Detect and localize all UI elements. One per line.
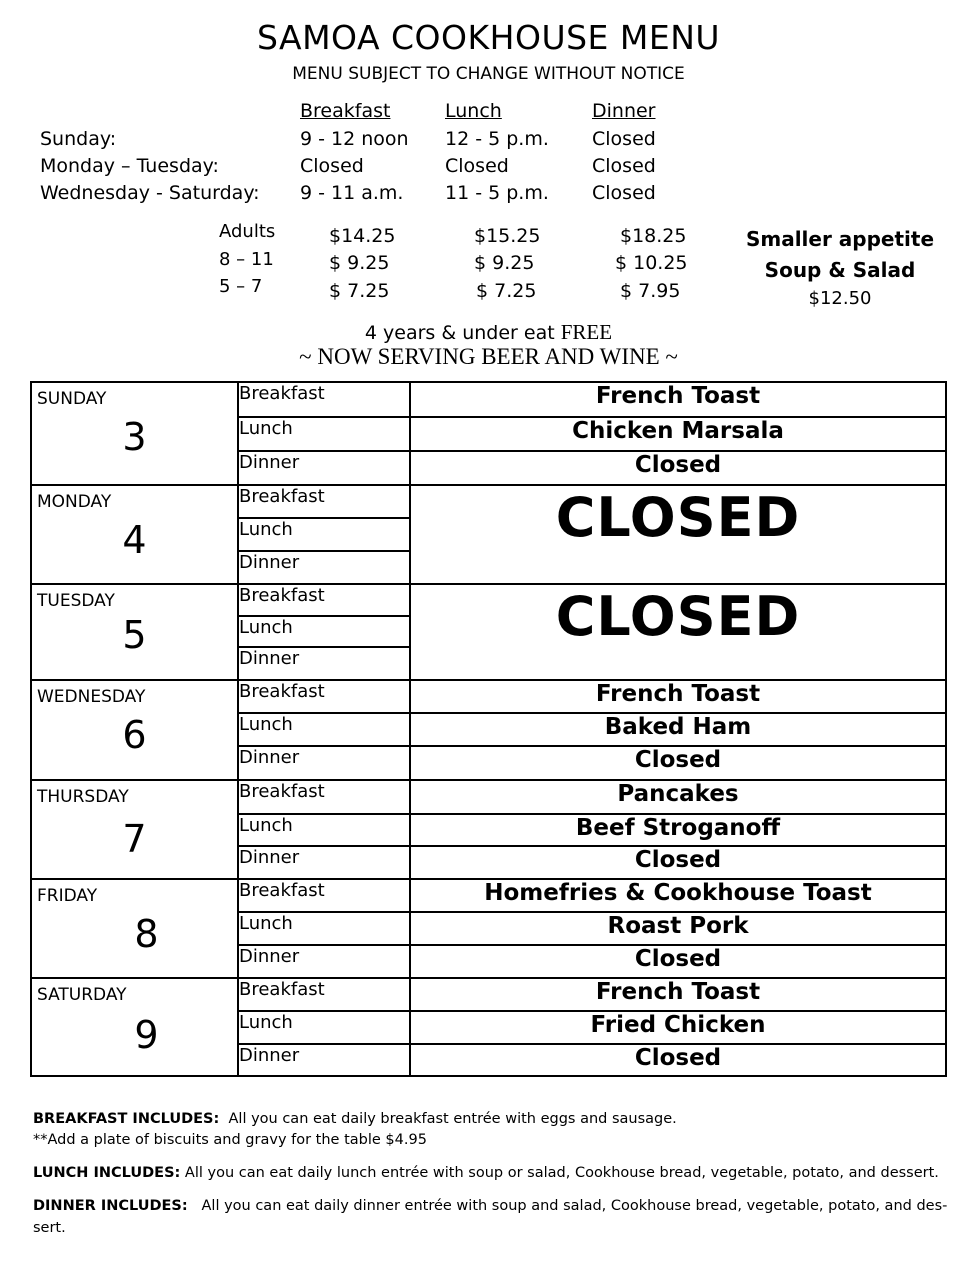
breakfast-includes-text: All you can eat daily breakfast entrée with eggs and sausage. <box>228 1111 677 1127</box>
age-group-label: 8 – 11 <box>219 249 274 270</box>
age-group-label: Adults <box>219 221 276 242</box>
meal-label: Dinner <box>238 551 410 584</box>
meal-label: Dinner <box>238 846 410 879</box>
meal-label: Breakfast <box>238 978 410 1011</box>
meal-label: Lunch <box>238 912 410 945</box>
hours-value: 11 - 5 p.m. <box>445 182 549 204</box>
closed-day-banner: CLOSED <box>410 485 946 584</box>
meal-label: Dinner <box>238 1044 410 1076</box>
meal-label: Lunch <box>238 1011 410 1044</box>
dish-cell: Closed <box>410 846 946 879</box>
day-cell <box>31 382 238 485</box>
hours-row-label: Monday – Tuesday: <box>40 155 219 177</box>
day-name: TUESDAY <box>37 591 115 612</box>
meal-label: Dinner <box>238 451 410 485</box>
meal-label: Breakfast <box>238 780 410 814</box>
meal-label: Breakfast <box>238 485 410 518</box>
table-row <box>31 879 946 912</box>
hours-row-label: Sunday: <box>40 128 117 150</box>
hours-value: Closed <box>592 182 656 204</box>
day-cell <box>31 780 238 879</box>
hours-value: 9 - 11 a.m. <box>300 182 404 204</box>
meal-label: Dinner <box>238 945 410 978</box>
lunch-includes-text: All you can eat daily lunch entrée with soup or salad, Cookhouse bread, vegetable, potato, and dessert. <box>184 1165 939 1181</box>
day-cell <box>31 680 238 779</box>
soup-salad-label: Soup & Salad <box>764 258 916 282</box>
dish-cell: Homefries & Cookhouse Toast <box>410 879 946 912</box>
dish-cell: Closed <box>410 1044 946 1076</box>
hours-value: 12 - 5 p.m. <box>445 128 549 150</box>
hours-col-lunch: Lunch <box>445 100 502 122</box>
price-value: $ 7.95 <box>620 280 681 302</box>
dish-cell: Chicken Marsala <box>410 417 946 451</box>
table-row <box>31 382 946 417</box>
day-name: THURSDAY <box>37 786 129 807</box>
day-name: WEDNESDAY <box>37 687 146 708</box>
meal-label: Breakfast <box>238 584 410 616</box>
meal-label: Lunch <box>238 814 410 846</box>
day-name: SATURDAY <box>37 984 127 1005</box>
dish-cell: Baked Ham <box>410 713 946 746</box>
table-row <box>31 978 946 1011</box>
hours-col-breakfast: Breakfast <box>300 100 391 122</box>
hours-value: Closed <box>592 155 656 177</box>
dish-cell: Beef Stroganoff <box>410 814 946 846</box>
meal-label: Breakfast <box>238 879 410 912</box>
dinner-includes-text-continued: sert. <box>33 1220 66 1236</box>
weekly-menu-table <box>30 381 947 1077</box>
day-number: 9 <box>134 1012 159 1057</box>
breakfast-includes-note <box>33 1111 677 1127</box>
price-value: $18.25 <box>620 225 687 247</box>
dinner-includes-note <box>33 1198 947 1214</box>
meal-label: Lunch <box>238 713 410 746</box>
meal-label: Dinner <box>238 746 410 779</box>
dish-cell: Closed <box>410 746 946 779</box>
soup-salad-price: $12.50 <box>808 288 872 309</box>
hours-value: Closed <box>592 128 656 150</box>
breakfast-includes-label: BREAKFAST INCLUDES: <box>33 1111 220 1127</box>
meal-label: Lunch <box>238 616 410 647</box>
day-cell <box>31 879 238 978</box>
day-cell <box>31 978 238 1076</box>
kids-free-prefix: 4 years & under eat <box>364 322 561 344</box>
page-subtitle: MENU SUBJECT TO CHANGE WITHOUT NOTICE <box>292 64 685 84</box>
price-value: $ 9.25 <box>329 252 390 274</box>
price-value: $15.25 <box>474 225 541 247</box>
beer-wine-note: ~ NOW SERVING BEER AND WINE ~ <box>299 344 678 369</box>
meal-label: Dinner <box>238 647 410 680</box>
dinner-includes-text: All you can eat daily dinner entrée with soup and salad, Cookhouse bread, vegetable, potato, and des- <box>201 1198 948 1214</box>
hours-value: Closed <box>300 155 364 177</box>
day-cell <box>31 584 238 680</box>
day-number: 4 <box>122 518 147 563</box>
price-value: $ 7.25 <box>476 280 537 302</box>
day-number: 3 <box>122 415 147 459</box>
meal-label: Lunch <box>238 417 410 451</box>
dish-cell: Roast Pork <box>410 912 946 945</box>
dish-cell: Closed <box>410 451 946 485</box>
day-number: 7 <box>122 816 147 861</box>
price-value: $ 10.25 <box>615 252 688 274</box>
dish-cell: French Toast <box>410 978 946 1011</box>
table-row <box>31 680 946 713</box>
dish-cell: Closed <box>410 945 946 978</box>
price-value: $ 9.25 <box>474 252 535 274</box>
day-cell <box>31 485 238 584</box>
hours-value: Closed <box>445 155 509 177</box>
day-number: 5 <box>122 613 147 658</box>
dinner-includes-label: DINNER INCLUDES: <box>33 1198 188 1214</box>
price-value: $ 7.25 <box>329 280 390 302</box>
table-row <box>31 780 946 814</box>
kids-free-note <box>0 320 977 345</box>
hours-row-label: Wednesday - Saturday: <box>40 182 260 204</box>
meal-label: Breakfast <box>238 680 410 713</box>
age-group-label: 5 – 7 <box>219 276 263 297</box>
closed-day-banner: CLOSED <box>410 584 946 680</box>
day-number: 8 <box>134 911 159 956</box>
lunch-includes-label: LUNCH INCLUDES: <box>33 1165 181 1181</box>
table-row <box>31 584 946 616</box>
dish-cell: French Toast <box>410 680 946 713</box>
dish-cell: Fried Chicken <box>410 1011 946 1044</box>
meal-label: Breakfast <box>238 382 410 417</box>
day-number: 6 <box>122 713 147 758</box>
kids-free-word: FREE <box>560 320 613 344</box>
smaller-appetite-title: Smaller appetite <box>745 227 935 251</box>
lunch-includes-note <box>33 1165 939 1181</box>
biscuits-note: **Add a plate of biscuits and gravy for the table $4.95 <box>33 1132 427 1148</box>
table-row <box>31 485 946 518</box>
hours-col-dinner: Dinner <box>592 100 656 122</box>
dish-cell: French Toast <box>410 382 946 417</box>
dish-cell: Pancakes <box>410 780 946 814</box>
page-title: SAMOA COOKHOUSE MENU <box>256 18 721 57</box>
price-value: $14.25 <box>329 225 396 247</box>
day-name: FRIDAY <box>37 885 98 906</box>
hours-value: 9 - 12 noon <box>300 128 409 150</box>
meal-label: Lunch <box>238 518 410 551</box>
day-name: SUNDAY <box>37 389 107 409</box>
day-name: MONDAY <box>37 492 112 513</box>
